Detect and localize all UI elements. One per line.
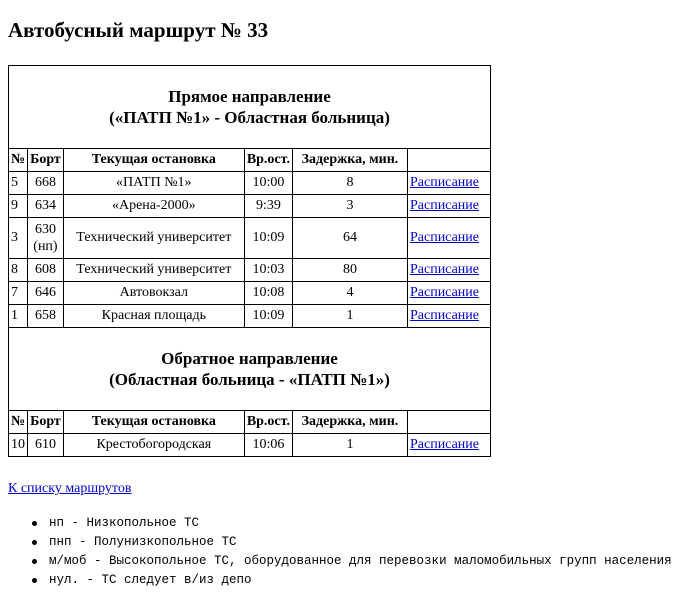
table-row (9, 195, 491, 218)
schedule-link[interactable]: Расписание (409, 437, 479, 452)
row-delay: 1 (292, 434, 407, 457)
table-row (9, 218, 491, 259)
schedule-link[interactable]: Расписание (409, 230, 479, 245)
row-delay: 1 (292, 305, 407, 328)
table-row (9, 305, 491, 328)
row-stop: «Арена-2000» (63, 195, 244, 218)
row-stop: Технический университет (63, 259, 244, 282)
row-stop: Красная площадь (63, 305, 244, 328)
forward-header-row (9, 149, 491, 172)
row-delay: 4 (292, 282, 407, 305)
schedule-link[interactable]: Расписание (409, 262, 479, 277)
column-header-num: № (9, 149, 28, 172)
row-board: 608 (28, 259, 64, 282)
column-header-time: Вр.ост. (244, 411, 292, 434)
column-header-board: Борт (28, 149, 64, 172)
column-header-time: Вр.ост. (244, 149, 292, 172)
row-link-cell (407, 195, 490, 218)
row-time: 10:06 (244, 434, 292, 457)
back-to-routes-link[interactable]: К списку маршрутов (8, 481, 132, 496)
table-row (9, 259, 491, 282)
row-board: 610 (28, 434, 64, 457)
row-link-cell (407, 218, 490, 259)
row-time: 10:08 (244, 282, 292, 305)
legend-item (30, 552, 672, 571)
legend-text: пнп - Полунизкопольное ТС (49, 535, 237, 549)
column-header-num: № (9, 411, 28, 434)
row-delay: 3 (292, 195, 407, 218)
legend-text: нп - Низкопольное ТС (49, 516, 200, 530)
row-delay: 80 (292, 259, 407, 282)
legend-item (30, 533, 672, 552)
row-stop: Автовокзал (63, 282, 244, 305)
row-num: 1 (9, 305, 28, 328)
row-num: 5 (9, 172, 28, 195)
table-row (9, 434, 491, 457)
row-num: 10 (9, 434, 28, 457)
column-header-delay: Задержка, мин. (292, 149, 407, 172)
schedule-link[interactable]: Расписание (409, 198, 479, 213)
row-board: 630 (34, 222, 56, 237)
row-num: 8 (9, 259, 28, 282)
row-link-cell (407, 259, 490, 282)
table-row (9, 282, 491, 305)
page-title: Автобусный маршрут № 33 (8, 18, 269, 42)
bullet-icon (32, 540, 37, 545)
row-link-cell (407, 434, 490, 457)
bullet-icon (32, 521, 37, 526)
row-stop: «ПАТП №1» (63, 172, 244, 195)
route-table (8, 65, 491, 457)
row-board: 658 (28, 305, 64, 328)
row-link-cell (407, 172, 490, 195)
row-delay: 8 (292, 172, 407, 195)
row-stop: Крестобогородская (63, 434, 244, 457)
bullet-icon (32, 559, 37, 564)
column-header-link (407, 149, 490, 172)
legend-text: нул. - ТС следует в/из депо (49, 573, 252, 587)
row-time: 10:00 (244, 172, 292, 195)
legend-text: м/моб - Высокопольное ТС, оборудованное для перевозки маломобильных групп населения (49, 554, 672, 568)
backward-direction-cell (9, 328, 491, 411)
row-num: 7 (9, 282, 28, 305)
legend-item (30, 514, 672, 533)
forward-direction-cell (9, 66, 491, 149)
forward-direction-row (9, 66, 491, 149)
row-num: 3 (9, 218, 28, 259)
column-header-stop: Текущая остановка (63, 411, 244, 434)
forward-direction-heading: Прямое направление (168, 87, 331, 106)
row-stop: Технический университет (63, 218, 244, 259)
row-delay: 64 (292, 218, 407, 259)
legend-item (30, 571, 672, 590)
row-time: 10:03 (244, 259, 292, 282)
row-board: 646 (28, 282, 64, 305)
backward-header-row (9, 411, 491, 434)
column-header-link (407, 411, 490, 434)
row-board: 668 (28, 172, 64, 195)
legend-list (30, 514, 672, 590)
bullet-icon (32, 578, 37, 583)
column-header-delay: Задержка, мин. (292, 411, 407, 434)
row-link-cell (407, 305, 490, 328)
row-num: 9 (9, 195, 28, 218)
row-link-cell (407, 282, 490, 305)
row-time: 10:09 (244, 305, 292, 328)
row-time: 10:09 (244, 218, 292, 259)
backward-direction-subheading: (Областная больница - «ПАТП №1») (109, 370, 390, 389)
schedule-link[interactable]: Расписание (409, 175, 479, 190)
backward-direction-row (9, 328, 491, 411)
column-header-stop: Текущая остановка (63, 149, 244, 172)
row-board: 634 (28, 195, 64, 218)
row-board-note: (нп) (33, 239, 58, 254)
row-board-cell (28, 218, 64, 259)
schedule-link[interactable]: Расписание (409, 308, 479, 323)
forward-direction-subheading: («ПАТП №1» - Областная больница) (109, 108, 390, 127)
row-time: 9:39 (244, 195, 292, 218)
schedule-link[interactable]: Расписание (409, 285, 479, 300)
backward-direction-heading: Обратное направление (161, 349, 338, 368)
table-row (9, 172, 491, 195)
column-header-board: Борт (28, 411, 64, 434)
